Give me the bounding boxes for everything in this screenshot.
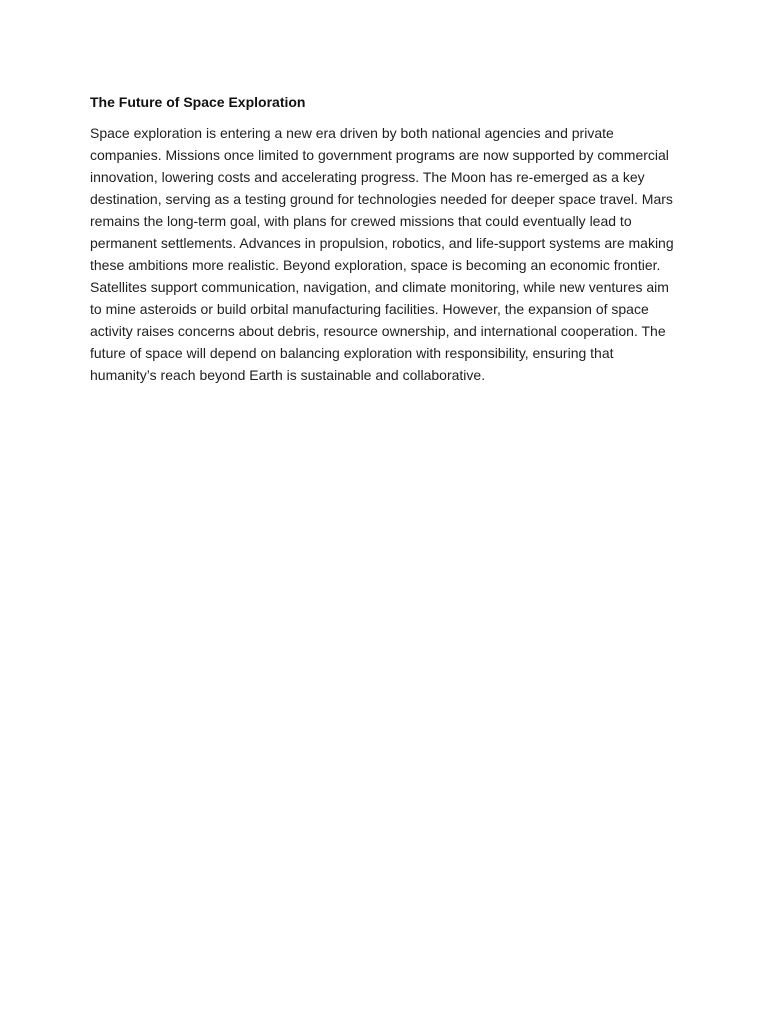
document-body-paragraph: Space exploration is entering a new era driven by both national agencies and private companies. Missions once limited to government programs are now supported by commercial innovation, lowering costs and accelerating progress. The Moon has re-emerged as a key destination, serving as a testing ground for technologies needed for deeper space travel. Mars remains the long-term goal, with plans for crewed missions that could eventually lead to permanent settlements. Advances in propulsion, robotics, and life-support systems are making these ambitions more realistic. Beyond exploration, space is becoming an economic frontier. Satellites support communication, navigation, and climate monitoring, while new ventures aim to mine asteroids or build orbital manufacturing facilities. However, the expansion of space activity raises concerns about debris, resource ownership, and international cooperation. The future of space will depend on balancing exploration with responsibility, ensuring that humanity’s reach beyond Earth is sustainable and collaborative. bbox=[90, 125, 674, 383]
document-content bbox=[90, 92, 680, 386]
document-title: The Future of Space Exploration bbox=[90, 94, 306, 110]
